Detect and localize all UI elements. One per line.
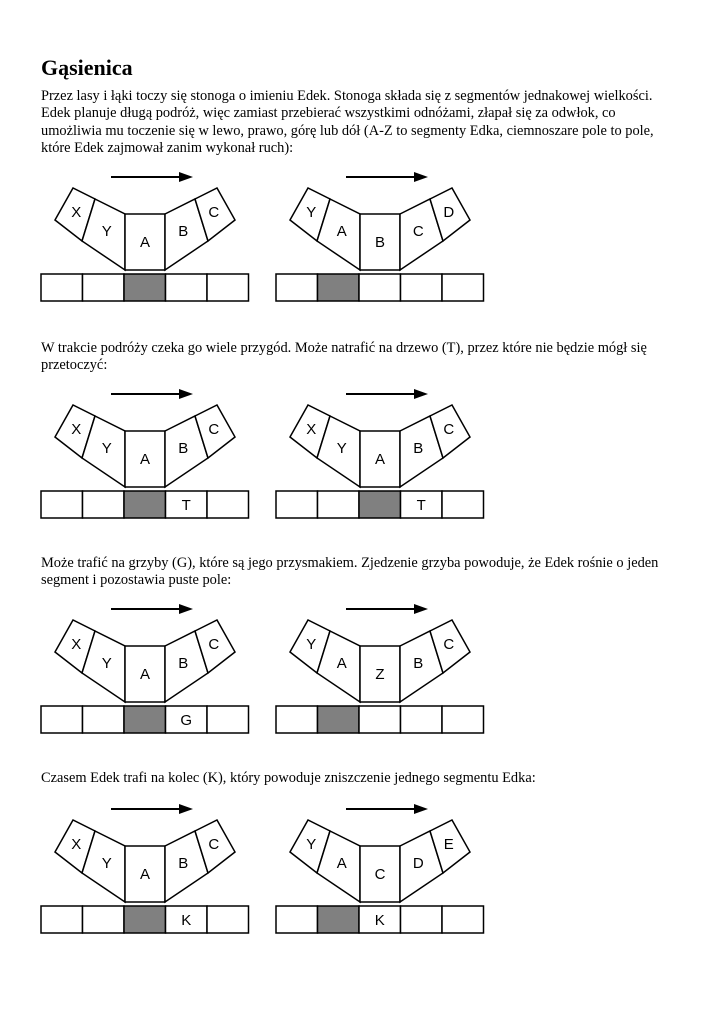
arrowhead-icon: [179, 389, 193, 399]
segment-label: Y: [306, 636, 317, 653]
ground-cell: [83, 491, 125, 518]
ground-cell: [83, 906, 125, 933]
segment-label: C: [374, 866, 386, 883]
cell-label: T: [181, 497, 191, 514]
segment-label: X: [71, 204, 82, 221]
previous-position-cell: [124, 906, 166, 933]
segment-label: C: [208, 421, 220, 438]
segment-label: Y: [306, 204, 317, 221]
segment-label: X: [306, 421, 317, 438]
cell-label: K: [181, 912, 192, 929]
ground-cell: [359, 274, 401, 301]
arrowhead-icon: [414, 172, 428, 182]
ground-cell: [276, 491, 318, 518]
ground-cell: [83, 706, 125, 733]
figure-tree-example: [0, 385, 724, 525]
segment-label: C: [208, 636, 220, 653]
before-panel: [41, 604, 249, 733]
segment-label: X: [71, 636, 82, 653]
previous-position-cell: [318, 906, 360, 933]
after-panel: [276, 389, 484, 518]
intro-line: umożliwia mu toczenie się w lewo, prawo, górę lub dół (A-Z to segmenty Edka, ciemnoszare pole to pole,: [41, 122, 654, 139]
ground-cell: [359, 706, 401, 733]
segment-label: E: [443, 836, 454, 853]
ground-cell: [207, 491, 249, 518]
segment-label: Y: [336, 440, 347, 457]
segment-label: C: [208, 836, 220, 853]
previous-position-cell: [124, 274, 166, 301]
segment-label: Y: [306, 836, 317, 853]
segment-label: X: [71, 836, 82, 853]
segment-label: Y: [101, 223, 112, 240]
mushroom-line: segment i pozostawia puste pole:: [41, 572, 232, 589]
ground-cell: [276, 706, 318, 733]
segment-label: A: [374, 451, 386, 468]
arrowhead-icon: [179, 804, 193, 814]
segment-label: X: [71, 421, 82, 438]
figure-spike-example: [0, 800, 724, 940]
cell-label: G: [180, 712, 193, 729]
ground-cell: [401, 274, 443, 301]
ground-cell: [41, 906, 83, 933]
segment-label: B: [178, 440, 189, 457]
segment-label: D: [443, 204, 455, 221]
spike-paragraph: [41, 770, 681, 787]
previous-position-cell: [318, 274, 360, 301]
ground-cell: [41, 274, 83, 301]
segment-label: B: [178, 223, 189, 240]
figure-mushroom-example: [0, 600, 724, 740]
segment-label: B: [413, 440, 424, 457]
segment-label: C: [443, 421, 455, 438]
previous-position-cell: [318, 706, 360, 733]
segment-label: A: [336, 855, 347, 872]
arrowhead-icon: [414, 804, 428, 814]
mushroom-line: Może trafić na grzyby (G), które są jego przysmakiem. Zjedzenie grzyba powoduje, że Edek rośnie o jeden: [41, 555, 659, 571]
segment-label: A: [336, 223, 347, 240]
ground-cell: [41, 706, 83, 733]
segment-label: B: [178, 655, 189, 672]
intro-line: Przez lasy i łąki toczy się stonoga o imieniu Edek. Stonoga składa się z segmentów jednakowej wielkości.: [41, 88, 653, 104]
figure-roll-example: [0, 168, 724, 308]
before-panel: [41, 172, 249, 301]
ground-cell: [401, 706, 443, 733]
tree-line: przetoczyć:: [41, 357, 108, 374]
segment-label: A: [139, 451, 151, 468]
page-title: Gąsienica: [41, 55, 133, 80]
ground-cell: [442, 274, 484, 301]
cell-label: T: [416, 497, 426, 514]
segment-label: Y: [101, 655, 112, 672]
ground-cell: [442, 906, 484, 933]
previous-position-cell: [359, 491, 401, 518]
ground-cell: [276, 274, 318, 301]
before-panel: [41, 804, 249, 933]
segment-label: A: [139, 866, 151, 883]
segment-label: A: [139, 666, 151, 683]
before-panel: [41, 389, 249, 518]
ground-cell: [207, 274, 249, 301]
tree-line: W trakcie podróży czeka go wiele przygód. Może natrafić na drzewo (T), przez które nie będzie mógł się: [41, 340, 647, 356]
after-panel: [276, 172, 484, 301]
segment-label: Z: [375, 666, 385, 683]
intro-line: które Edek zajmował zanim wykonał ruch):: [41, 139, 294, 156]
ground-cell: [318, 491, 360, 518]
ground-cell: [276, 906, 318, 933]
segment-label: D: [412, 855, 424, 872]
segment-label: C: [412, 223, 424, 240]
ground-cell: [207, 906, 249, 933]
cell-label: K: [374, 912, 385, 929]
segment-label: B: [178, 855, 189, 872]
ground-cell: [207, 706, 249, 733]
intro-paragraph: [41, 88, 681, 157]
ground-cell: [41, 491, 83, 518]
segment-label: B: [413, 655, 424, 672]
spike-line: Czasem Edek trafi na kolec (K), który powoduje zniszczenie jednego segmentu Edka:: [41, 770, 536, 786]
segment-label: Y: [101, 440, 112, 457]
ground-cell: [401, 906, 443, 933]
ground-cell: [442, 706, 484, 733]
after-panel: [276, 804, 484, 933]
mushroom-paragraph: [41, 555, 681, 590]
tree-paragraph: [41, 340, 681, 375]
previous-position-cell: [124, 491, 166, 518]
segment-label: A: [336, 655, 347, 672]
segment-label: C: [443, 636, 455, 653]
ground-cell: [166, 274, 208, 301]
after-panel: [276, 604, 484, 733]
segment-label: C: [208, 204, 220, 221]
segment-label: Y: [101, 855, 112, 872]
arrowhead-icon: [179, 604, 193, 614]
previous-position-cell: [124, 706, 166, 733]
segment-label: B: [374, 234, 386, 251]
arrowhead-icon: [414, 604, 428, 614]
intro-line: Edek planuje długą podróż, więc zamiast przebierać wszystkimi odnóżami, złapał się za odwłok, co: [41, 105, 616, 122]
ground-cell: [442, 491, 484, 518]
ground-cell: [83, 274, 125, 301]
arrowhead-icon: [414, 389, 428, 399]
segment-label: A: [139, 234, 151, 251]
arrowhead-icon: [179, 172, 193, 182]
